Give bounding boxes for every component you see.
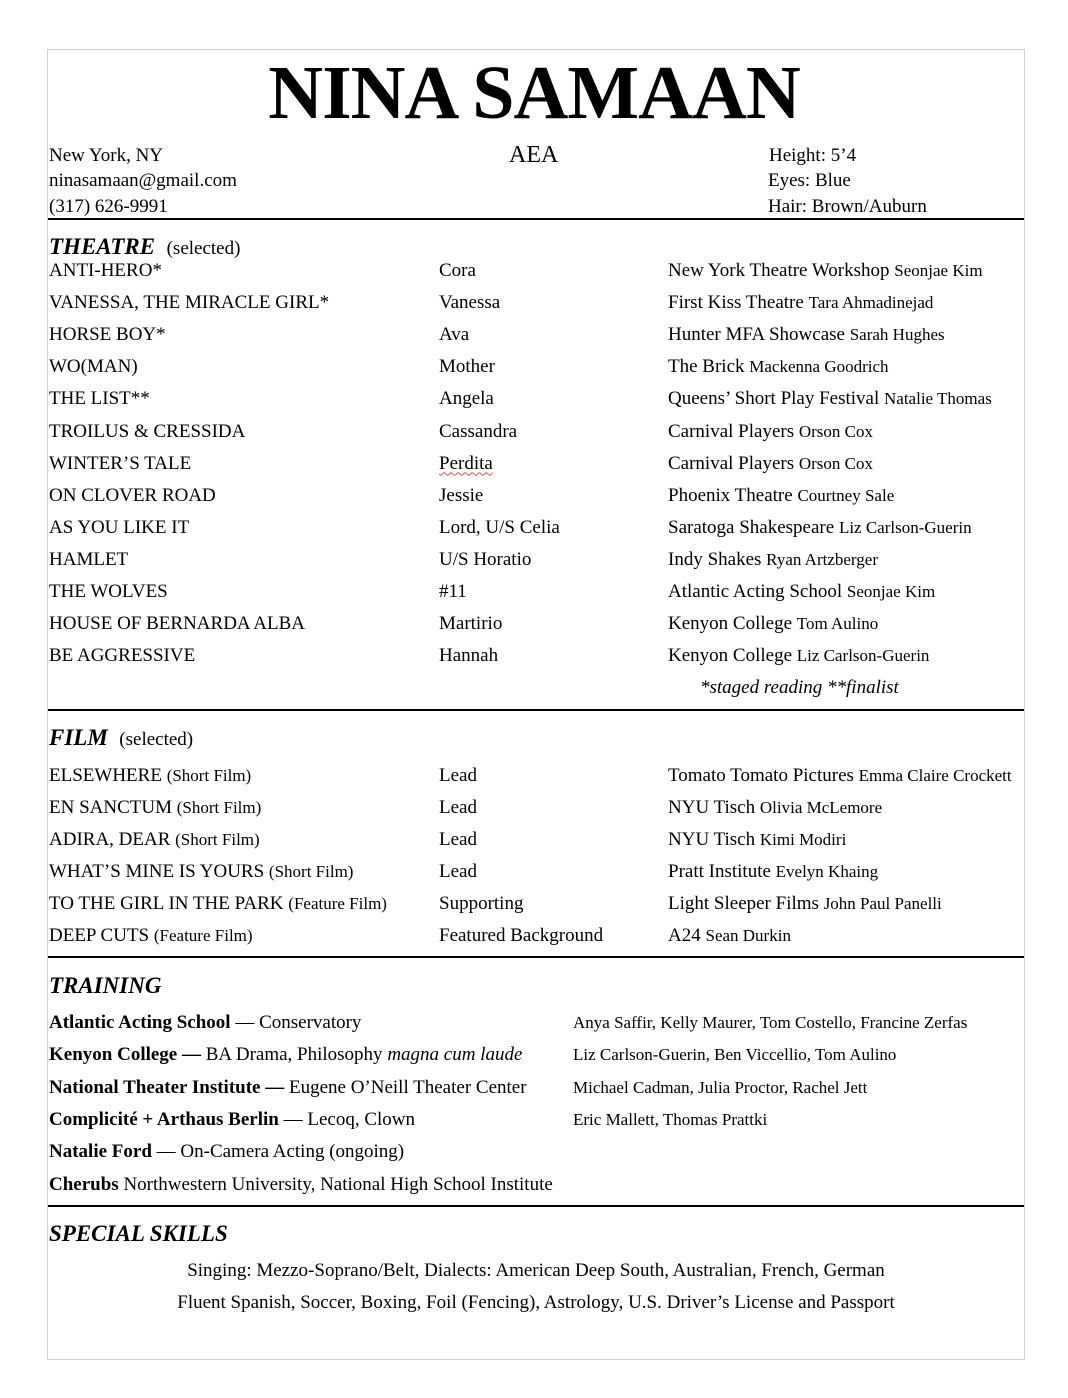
training-detail: Eugene O’Neill Theater Center: [284, 1076, 527, 1098]
training-detail: BA Drama, Philosophy: [201, 1044, 388, 1066]
theatre-venue: Saratoga Shakespeare: [668, 516, 835, 538]
film-note: (selected): [119, 729, 194, 750]
film-company-director: [668, 925, 791, 947]
film-company: NYU Tisch: [668, 829, 756, 850]
theatre-show: ANTI-HERO*: [49, 260, 162, 281]
theatre-show: TROILUS & CRESSIDA: [49, 420, 246, 442]
theatre-show: HORSE BOY*: [49, 324, 166, 346]
theatre-role: Mother: [439, 356, 495, 378]
actor-name: NINA SAMAAN: [268, 51, 800, 135]
theatre-show: HOUSE OF BERNARDA ALBA: [49, 613, 306, 635]
theatre-role: Cassandra: [439, 420, 518, 442]
training-school: Complicité + Arthaus Berlin: [49, 1108, 279, 1130]
film-title: [49, 861, 353, 883]
theatre-show: HAMLET: [49, 548, 129, 570]
film-title: [49, 765, 251, 787]
theatre-role: Angela: [439, 388, 494, 410]
theatre-role: Jessie: [439, 484, 484, 506]
theatre-venue: New York Theatre Workshop: [668, 260, 890, 281]
film-type: (Short Film): [166, 766, 252, 785]
training-entry: [49, 1141, 404, 1163]
training-teachers: Anya Saffir, Kelly Maurer, Tom Costello, Francine Zerfas: [573, 1013, 968, 1032]
theatre-director: Tom Aulino: [796, 614, 879, 634]
skills-line-1: Singing: Mezzo-Soprano/Belt, Dialects: American Deep South, Australian, French, German: [187, 1260, 885, 1281]
film-name: EN SANCTUM: [49, 797, 172, 818]
theatre-role: Martirio: [439, 613, 503, 635]
theatre-venue: The Brick: [668, 356, 745, 378]
theatre-footnote: *staged reading **finalist: [700, 677, 899, 698]
training-detail: — Lecoq, Clown: [278, 1108, 416, 1130]
theatre-venue: Kenyon College: [668, 613, 793, 635]
theatre-show: VANESSA, THE MIRACLE GIRL*: [49, 292, 330, 314]
film-director: Evelyn Khaing: [775, 862, 879, 881]
training-school: Kenyon College —: [49, 1044, 201, 1066]
film-company: Pratt Institute: [668, 861, 771, 882]
film-company: A24: [668, 925, 701, 946]
theatre-venue-director: [668, 645, 929, 667]
theatre-venue-director: [668, 485, 894, 507]
film-director: Emma Claire Crockett: [858, 766, 1012, 785]
theatre-venue: Queens’ Short Play Festival: [668, 388, 880, 410]
film-title: [49, 893, 387, 915]
training-school: Cherubs: [49, 1173, 119, 1195]
film-company: Tomato Tomato Pictures: [668, 765, 854, 786]
theatre-director: Liz Carlson-Guerin: [796, 646, 930, 666]
theatre-director: Seonjae Kim: [894, 261, 983, 280]
film-name: DEEP CUTS: [49, 925, 150, 946]
skills-heading: SPECIAL SKILLS: [49, 1221, 228, 1246]
training-entry: [49, 1044, 522, 1066]
theatre-show: WO(MAN): [49, 356, 138, 378]
theatre-venue-director: [668, 581, 935, 603]
theatre-show: BE AGGRESSIVE: [49, 645, 196, 667]
theatre-venue-director: [668, 453, 873, 475]
training-teachers: Eric Mallett, Thomas Prattki: [573, 1109, 768, 1129]
theatre-venue: Carnival Players: [668, 452, 795, 474]
theatre-title: THEATRE: [49, 234, 156, 259]
training-entry: [49, 1109, 415, 1131]
film-title: FILM: [49, 725, 108, 750]
training-teachers: Michael Cadman, Julia Proctor, Rachel Jett: [573, 1077, 868, 1097]
theatre-heading: [49, 234, 240, 262]
film-role: Featured Background: [439, 925, 604, 946]
theatre-director: Natalie Thomas: [884, 389, 992, 409]
theatre-director: Seonjae Kim: [846, 582, 936, 601]
theatre-venue-director: [668, 356, 889, 378]
theatre-venue-director: [668, 613, 878, 635]
theatre-role: Vanessa: [439, 292, 501, 314]
theatre-director: Liz Carlson-Guerin: [838, 517, 972, 537]
theatre-venue: Kenyon College: [668, 645, 793, 667]
film-role: Lead: [439, 829, 477, 850]
theatre-venue: Carnival Players: [668, 420, 795, 442]
theatre-venue-director: [668, 388, 992, 410]
theatre-venue-director: [668, 421, 873, 443]
theatre-role: Lord, U/S Celia: [439, 516, 560, 538]
theatre-director: Mackenna Goodrich: [749, 357, 889, 377]
film-role: Supporting: [439, 893, 524, 914]
theatre-director: Tara Ahmadinejad: [808, 293, 934, 313]
film-company: NYU Tisch: [668, 797, 756, 818]
film-title: [49, 797, 261, 819]
union-affiliation: AEA: [509, 142, 559, 168]
film-director: Sean Durkin: [705, 926, 791, 945]
training-teachers: Liz Carlson-Guerin, Ben Viccellio, Tom Aulino: [573, 1045, 897, 1065]
film-name: ADIRA, DEAR: [49, 829, 171, 850]
theatre-venue: Indy Shakes: [668, 548, 762, 570]
theatre-show: WINTER’S TALE: [49, 452, 192, 474]
theatre-venue-director: [668, 260, 983, 282]
theatre-venue-director: [668, 549, 878, 571]
training-detail: Northwestern University, National High School Institute: [118, 1173, 553, 1195]
training-entry: [49, 1174, 553, 1196]
training-entry: [49, 1012, 361, 1034]
eye-color: Eyes: Blue: [768, 170, 851, 191]
film-director: John Paul Panelli: [823, 894, 942, 913]
theatre-director: Orson Cox: [798, 453, 874, 473]
training-detail: — Conservatory: [230, 1012, 362, 1033]
theatre-venue: Hunter MFA Showcase: [668, 324, 845, 346]
email: ninasamaan@gmail.com: [49, 170, 237, 191]
training-school: Natalie Ford: [49, 1141, 152, 1163]
theatre-role: Cora: [439, 260, 476, 281]
film-heading: [49, 725, 193, 753]
theatre-role: U/S Horatio: [439, 548, 532, 570]
training-honor: magna cum laude: [387, 1044, 523, 1066]
theatre-venue: First Kiss Theatre: [668, 292, 804, 314]
training-entry: [49, 1077, 527, 1099]
film-company-director: [668, 765, 1012, 787]
film-type: (Short Film): [175, 830, 260, 849]
film-name: ELSEWHERE: [49, 765, 162, 786]
theatre-venue: Phoenix Theatre: [668, 484, 793, 506]
film-role: Lead: [439, 797, 477, 818]
divider: [48, 218, 1024, 220]
film-company-director: [668, 797, 882, 819]
film-company: Light Sleeper Films: [668, 893, 819, 914]
theatre-venue-director: [668, 292, 933, 314]
film-name: WHAT’S MINE IS YOURS: [49, 861, 265, 882]
film-director: Kimi Modiri: [759, 830, 847, 849]
training-school: Atlantic Acting School: [49, 1012, 231, 1033]
theatre-director: Sarah Hughes: [849, 325, 945, 345]
theatre-show: THE WOLVES: [49, 581, 168, 602]
film-company-director: [668, 893, 942, 915]
theatre-director: Courtney Sale: [797, 485, 895, 505]
divider: [48, 1205, 1024, 1207]
theatre-show: THE LIST**: [49, 388, 150, 410]
divider: [48, 956, 1024, 958]
theatre-show: ON CLOVER ROAD: [49, 484, 216, 506]
film-type: (Feature Film): [153, 926, 253, 945]
film-director: Olivia McLemore: [759, 798, 883, 817]
film-role: Lead: [439, 861, 477, 882]
film-type: (Short Film): [268, 862, 354, 881]
hair-color: Hair: Brown/Auburn: [768, 196, 927, 217]
film-title: [49, 925, 253, 947]
theatre-role: #11: [439, 581, 467, 602]
film-type: (Short Film): [176, 798, 262, 817]
theatre-role: Hannah: [439, 645, 499, 667]
film-company-director: [668, 829, 846, 851]
theatre-venue-director: [668, 517, 972, 539]
location: New York, NY: [49, 145, 164, 166]
theatre-role: Ava: [439, 324, 470, 346]
theatre-director: Ryan Artzberger: [766, 549, 878, 569]
theatre-venue-director: [668, 324, 945, 346]
skills-line-2: Fluent Spanish, Soccer, Boxing, Foil (Fencing), Astrology, U.S. Driver’s License and Passport: [177, 1292, 895, 1313]
height: Height: 5’4: [769, 145, 857, 166]
film-title: [49, 829, 260, 851]
divider: [48, 709, 1024, 711]
training-heading: TRAINING: [49, 973, 162, 998]
film-role: Lead: [439, 765, 477, 786]
training-detail: — On-Camera Acting (ongoing): [151, 1141, 405, 1163]
phone: (317) 626-9991: [49, 196, 168, 217]
theatre-show: AS YOU LIKE IT: [49, 516, 190, 538]
film-type: (Feature Film): [288, 894, 387, 913]
theatre-director: Orson Cox: [798, 421, 874, 441]
theatre-venue: Atlantic Acting School: [668, 581, 843, 602]
theatre-role: Perdita: [439, 452, 493, 474]
film-company-director: [668, 861, 878, 883]
theatre-note: (selected): [166, 238, 241, 259]
film-name: TO THE GIRL IN THE PARK: [49, 893, 284, 914]
training-school: National Theater Institute —: [49, 1076, 285, 1098]
